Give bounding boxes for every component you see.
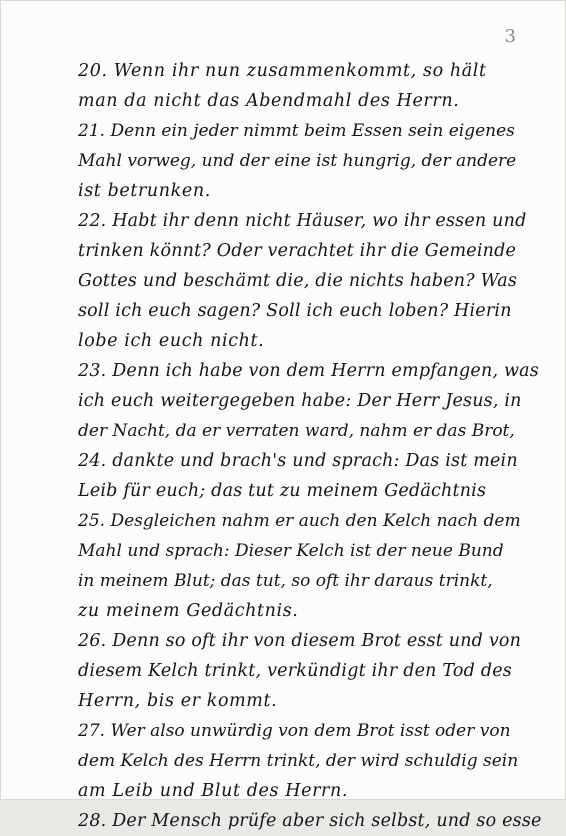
handwritten-text-block (78, 56, 542, 831)
text-line: der Nacht, da er verraten ward, nahm er das Brot, (78, 421, 515, 441)
text-line: Mahl vorweg, und der eine ist hungrig, der andere (78, 151, 517, 171)
text-line: Gottes und beschämt die, die nichts haben? Was (78, 271, 518, 291)
text-line: in meinem Blut; das tut, so oft ihr daraus trinkt, (78, 571, 493, 591)
text-line: trinken könnt? Oder verachtet ihr die Gemeinde (78, 241, 517, 261)
text-line: ist betrunken. (78, 181, 211, 201)
text-line-verse-22: 22. Habt ihr denn nicht Häuser, wo ihr essen und (78, 211, 527, 231)
text-line: Herrn, bis er kommt. (78, 691, 278, 711)
text-line-verse-26: 26. Denn so oft ihr von diesem Brot esst und von (78, 631, 522, 651)
text-line: ich euch weitergegeben habe: Der Herr Jesus, in (78, 391, 522, 411)
text-line: Leib für euch; das tut zu meinem Gedächtnis (78, 481, 487, 501)
text-line-verse-23: 23. Denn ich habe von dem Herrn empfangen, was (78, 361, 539, 381)
page-number: 3 (504, 26, 516, 47)
text-line-verse-20: 20. Wenn ihr nun zusammenkommt, so hält (78, 61, 487, 81)
text-line-verse-21: 21. Denn ein jeder nimmt beim Essen sein eigenes (78, 121, 515, 141)
text-line-verse-24: 24. dankte und brach's und sprach: Das ist mein (78, 451, 518, 471)
text-line: lobe ich euch nicht. (78, 331, 265, 351)
text-line-verse-28: 28. Der Mensch prüfe aber sich selbst, und so esse (78, 811, 542, 831)
text-line-verse-27: 27. Wer also unwürdig von dem Brot isst oder von (78, 721, 511, 741)
text-line: diesem Kelch trinkt, verkündigt ihr den Tod des (78, 661, 512, 681)
text-line: soll ich euch sagen? Soll ich euch loben? Hierin (78, 301, 512, 321)
text-line: man da nicht das Abendmahl des Herrn. (78, 91, 460, 111)
text-line-verse-25: 25. Desgleichen nahm er auch den Kelch nach dem (78, 511, 521, 531)
text-line: am Leib und Blut des Herrn. (78, 781, 349, 801)
text-line: zu meinem Gedächtnis. (78, 601, 299, 621)
text-line: dem Kelch des Herrn trinkt, der wird schuldig sein (78, 751, 519, 771)
text-line: Mahl und sprach: Dieser Kelch ist der neue Bund (78, 541, 504, 561)
